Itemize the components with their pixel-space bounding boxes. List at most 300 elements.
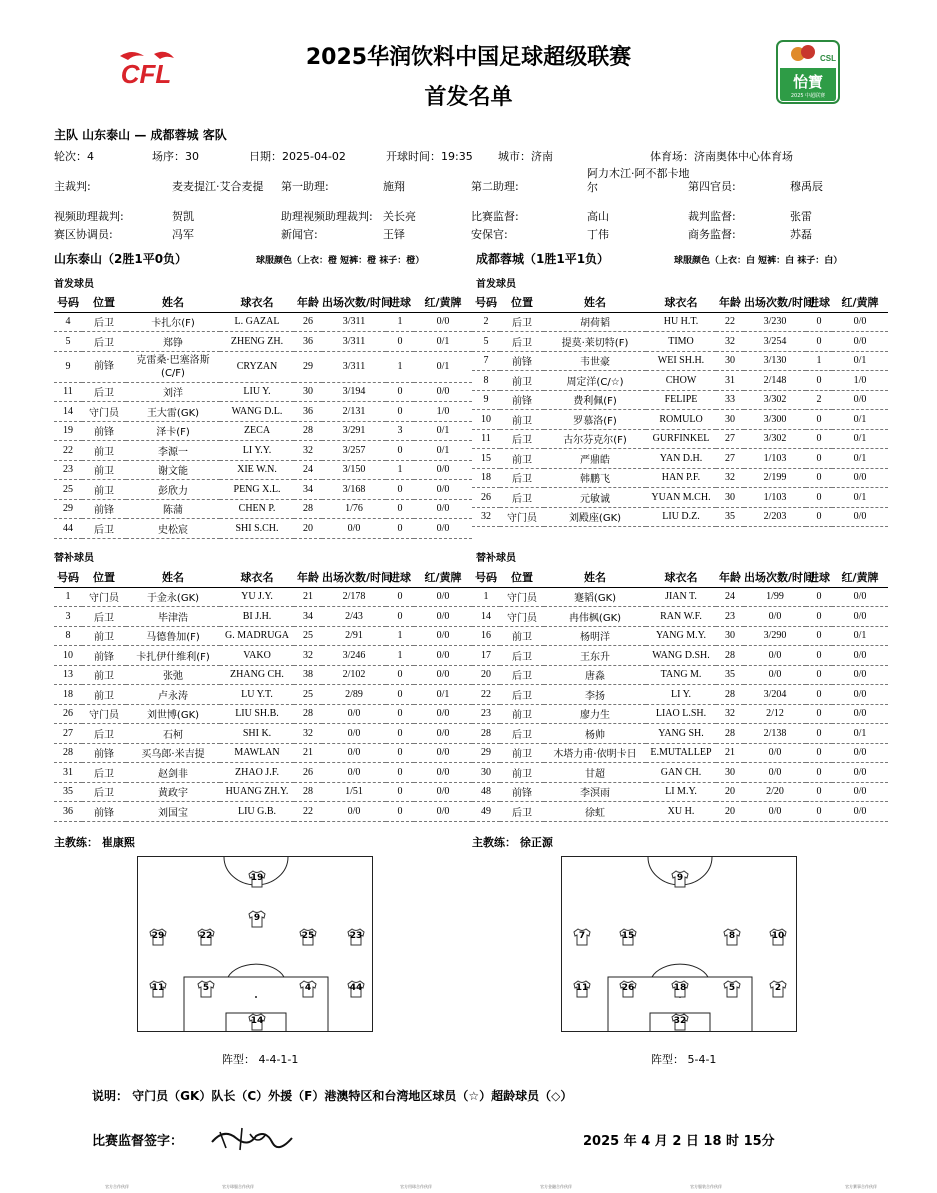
player-position: 前锋 (500, 782, 544, 802)
player-number: 28 (54, 743, 82, 763)
player-shirt-name: XIE W.N. (220, 460, 294, 480)
column-header: 出场次数/时间 (744, 568, 806, 587)
player-age: 36 (294, 402, 322, 422)
player-cards: 0/1 (832, 724, 888, 744)
player-row (472, 312, 888, 332)
player-age: 34 (294, 607, 322, 627)
player-number: 19 (54, 421, 82, 441)
player-number: 28 (472, 724, 500, 744)
player-position: 后卫 (82, 607, 126, 627)
player-position: 后卫 (500, 312, 544, 332)
player-row (472, 743, 888, 763)
shirt-number: 8 (728, 931, 736, 941)
player-name: 石柯 (126, 724, 220, 744)
player-shirt-name: LIU Y. (220, 382, 294, 402)
player-cards: 0/0 (414, 382, 472, 402)
official-label: 第四官员: (688, 180, 736, 193)
player-shirt-icon (572, 927, 592, 947)
player-goals: 0 (806, 802, 832, 822)
player-name: 郑铮 (126, 332, 220, 352)
player-age: 35 (716, 665, 744, 685)
column-header: 号码 (472, 568, 500, 587)
city: 城市：济南 (498, 150, 553, 163)
player-shirt-name: ZHENG ZH. (220, 332, 294, 352)
player-appearances: 2/138 (744, 724, 806, 744)
player-shirt-icon (148, 927, 168, 947)
player-age: 25 (294, 685, 322, 705)
player-row (472, 468, 888, 488)
player-name: 廖力生 (544, 704, 646, 724)
player-number: 20 (472, 665, 500, 685)
player-goals: 0 (806, 646, 832, 666)
player-position: 前卫 (82, 665, 126, 685)
player-number: 31 (54, 763, 82, 783)
player-goals: 0 (806, 468, 832, 488)
page-header (0, 30, 937, 120)
column-header: 进球 (386, 293, 414, 312)
player-row (54, 499, 472, 519)
player-name: 刘洋 (126, 382, 220, 402)
player-age: 32 (294, 441, 322, 461)
player-cards: 0/0 (414, 782, 472, 802)
player-cards: 0/1 (414, 441, 472, 461)
player-number: 29 (54, 499, 82, 519)
player-number: 32 (472, 507, 500, 527)
player-cards: 0/1 (414, 421, 472, 441)
player-age: 21 (294, 587, 322, 607)
shirt-number: 15 (621, 931, 635, 941)
player-goals: 0 (386, 332, 414, 352)
player-age: 33 (716, 390, 744, 410)
player-age: 35 (716, 507, 744, 527)
player-goals: 0 (386, 480, 414, 500)
player-appearances: 3/194 (322, 382, 386, 402)
player-goals: 0 (386, 704, 414, 724)
player-cards: 0/0 (832, 704, 888, 724)
player-shirt-icon (247, 1012, 267, 1032)
player-age: 21 (716, 743, 744, 763)
home-formation: 阵型： 4-4-1-1 (222, 1053, 299, 1066)
player-name: 蹇韬(GK) (544, 587, 646, 607)
player-position: 前卫 (500, 371, 544, 391)
player-appearances: 3/300 (744, 410, 806, 430)
player-number: 23 (472, 704, 500, 724)
player-name: 李扬 (544, 685, 646, 705)
player-shirt-name: HUANG ZH.Y. (220, 782, 294, 802)
player-age: 24 (294, 460, 322, 480)
table-header-row (54, 568, 472, 587)
cfl-logo-text: CFL (120, 59, 172, 89)
player-name: 克雷桑·巴塞洛斯(C/F) (126, 351, 220, 382)
player-row (472, 332, 888, 352)
player-row (54, 626, 472, 646)
player-shirt-icon (768, 979, 788, 999)
home-starters-label: 首发球员 (54, 279, 94, 290)
player-number: 9 (472, 390, 500, 410)
player-shirt-name: GAN CH. (646, 763, 716, 783)
player-age: 30 (716, 763, 744, 783)
player-name: 张弛 (126, 665, 220, 685)
player-cards: 0/1 (832, 488, 888, 508)
column-header: 红/黄牌 (832, 568, 888, 587)
player-age: 30 (294, 382, 322, 402)
player-cards: 0/1 (832, 351, 888, 371)
shirt-number: 19 (250, 873, 264, 883)
player-position: 前卫 (500, 449, 544, 469)
player-shirt-name: LIU SH.B. (220, 704, 294, 724)
player-appearances: 1/76 (322, 499, 386, 519)
player-cards: 0/0 (414, 480, 472, 500)
match-supervisor-signature (206, 1120, 296, 1154)
player-position: 前锋 (82, 421, 126, 441)
player-name: 赵剑非 (126, 763, 220, 783)
player-number: 9 (54, 351, 82, 382)
player-number: 35 (54, 782, 82, 802)
player-goals: 0 (806, 743, 832, 763)
player-name: 冉伟枫(GK) (544, 607, 646, 627)
player-appearances: 0/0 (322, 763, 386, 783)
player-row (54, 704, 472, 724)
official-label: 主裁判: (54, 180, 91, 193)
player-cards: 0/0 (414, 607, 472, 627)
player-cards: 0/0 (414, 802, 472, 822)
match-number: 场序：30 (152, 150, 199, 163)
player-age: 30 (716, 351, 744, 371)
shirt-number: 10 (771, 931, 785, 941)
player-shirt-name: WEI SH.H. (646, 351, 716, 371)
player-shirt-icon (722, 927, 742, 947)
player-row (54, 646, 472, 666)
player-name: 王大雷(GK) (126, 402, 220, 422)
player-name: 杨明洋 (544, 626, 646, 646)
player-name: 提莫·莱切特(F) (544, 332, 646, 352)
player-number: 29 (472, 743, 500, 763)
player-row (472, 763, 888, 783)
player-shirt-name: ZHAO J.F. (220, 763, 294, 783)
column-header: 出场次数/时间 (322, 568, 386, 587)
player-position: 后卫 (500, 488, 544, 508)
player-appearances: 3/130 (744, 351, 806, 371)
player-row (472, 429, 888, 449)
player-row (54, 763, 472, 783)
player-shirt-name: WANG D.L. (220, 402, 294, 422)
player-row (472, 507, 888, 527)
player-goals: 0 (806, 704, 832, 724)
player-position: 守门员 (500, 587, 544, 607)
shirt-number: 5 (728, 983, 736, 993)
player-goals: 1 (806, 351, 832, 371)
player-appearances: 0/0 (744, 665, 806, 685)
player-cards: 1/0 (414, 402, 472, 422)
player-shirt-name: YU J.Y. (220, 587, 294, 607)
player-appearances: 0/0 (322, 704, 386, 724)
player-name: 刘殿座(GK) (544, 507, 646, 527)
player-age: 27 (716, 449, 744, 469)
player-row (54, 421, 472, 441)
player-shirt-name: TIMO (646, 332, 716, 352)
player-position: 前卫 (82, 441, 126, 461)
player-position: 后卫 (500, 646, 544, 666)
away-formation-pitch (561, 856, 797, 1032)
player-goals: 0 (806, 371, 832, 391)
player-name: 毕津浩 (126, 607, 220, 627)
player-cards: 0/0 (832, 587, 888, 607)
player-cards: 0/0 (414, 499, 472, 519)
player-number: 26 (472, 488, 500, 508)
sponsor-footer (0, 1182, 937, 1193)
player-name: 刘世博(GK) (126, 704, 220, 724)
player-shirt-name: ZHANG CH. (220, 665, 294, 685)
player-shirt-name: CHOW (646, 371, 716, 391)
player-appearances: 3/291 (322, 421, 386, 441)
player-name: 韦世豪 (544, 351, 646, 371)
player-number: 27 (54, 724, 82, 744)
player-cards: 0/0 (414, 743, 472, 763)
player-position: 守门员 (82, 587, 126, 607)
player-shirt-name: YUAN M.CH. (646, 488, 716, 508)
player-shirt-name: HU H.T. (646, 312, 716, 332)
shirt-number: 9 (253, 913, 261, 923)
player-name: 元敏诚 (544, 488, 646, 508)
legend: 说明： 守门员（GK）队长（C）外援（F）港澳特区和台湾地区球员（☆）超龄球员（◇） (92, 1089, 573, 1103)
player-age: 32 (294, 646, 322, 666)
player-name: 杨帅 (544, 724, 646, 744)
official-label: 助理视频助理裁判: (281, 210, 373, 223)
match-date: 日期：2025-04-02 (249, 150, 346, 163)
player-row (54, 587, 472, 607)
column-header: 出场次数/时间 (744, 293, 806, 312)
player-shirt-name: L. GAZAL (220, 312, 294, 332)
home-team-title: 山东泰山（2胜1平0负） (54, 252, 188, 266)
player-number: 44 (54, 519, 82, 539)
official-name: 关长亮 (383, 210, 416, 223)
player-row (54, 802, 472, 822)
home-coach: 主教练： 崔康熙 (54, 836, 135, 849)
player-age: 21 (294, 743, 322, 763)
player-appearances: 1/99 (744, 587, 806, 607)
player-age: 24 (716, 587, 744, 607)
player-row (54, 685, 472, 705)
player-row (54, 480, 472, 500)
player-number: 7 (472, 351, 500, 371)
player-appearances: 2/91 (322, 626, 386, 646)
player-number: 11 (472, 429, 500, 449)
player-position: 后卫 (82, 382, 126, 402)
player-row (472, 410, 888, 430)
player-name: 费利佩(F) (544, 390, 646, 410)
player-shirt-icon (298, 927, 318, 947)
player-shirt-name: LI Y. (646, 685, 716, 705)
sponsor-label: 官方赛事合作伙伴 (845, 1184, 877, 1189)
player-appearances: 2/178 (322, 587, 386, 607)
player-shirt-icon (247, 869, 267, 889)
away-formation: 阵型： 5-4-1 (651, 1053, 717, 1066)
player-shirt-name: PENG X.L. (220, 480, 294, 500)
player-cards: 0/0 (414, 312, 472, 332)
shirt-number: 11 (151, 983, 165, 993)
column-header: 年龄 (716, 293, 744, 312)
player-age: 28 (716, 685, 744, 705)
player-row (472, 665, 888, 685)
player-age: 36 (294, 332, 322, 352)
shirt-number: 32 (673, 1016, 687, 1026)
player-row (54, 460, 472, 480)
player-goals: 1 (386, 626, 414, 646)
player-age: 23 (716, 607, 744, 627)
official-name: 丁伟 (587, 228, 609, 241)
player-position: 前锋 (500, 351, 544, 371)
player-name: 唐淼 (544, 665, 646, 685)
player-number: 14 (472, 607, 500, 627)
signature-label: 比赛监督签字： (92, 1134, 184, 1149)
player-cards: 0/1 (414, 685, 472, 705)
player-number: 11 (54, 382, 82, 402)
player-position: 前卫 (500, 763, 544, 783)
page-subtitle: 首发名单 (424, 85, 513, 110)
shirt-number: 26 (621, 983, 635, 993)
column-header: 号码 (472, 293, 500, 312)
player-cards: 0/1 (414, 351, 472, 382)
column-header: 球衣名 (646, 568, 716, 587)
player-position: 守门员 (500, 607, 544, 627)
player-cards: 0/1 (832, 410, 888, 430)
official-name: 穆禹辰 (790, 180, 823, 193)
player-number: 18 (54, 685, 82, 705)
player-number: 48 (472, 782, 500, 802)
player-cards: 0/0 (832, 665, 888, 685)
player-position: 前卫 (500, 410, 544, 430)
player-cards: 0/1 (832, 626, 888, 646)
player-position: 后卫 (500, 802, 544, 822)
home-starters-table (54, 293, 472, 539)
player-position: 后卫 (82, 332, 126, 352)
player-position: 前锋 (82, 499, 126, 519)
player-cards: 0/0 (414, 587, 472, 607)
shirt-number: 29 (151, 931, 165, 941)
round: 轮次：4 (54, 150, 94, 163)
official-label: 裁判监督: (688, 210, 736, 223)
player-appearances: 3/311 (322, 351, 386, 382)
player-goals: 0 (806, 332, 832, 352)
player-age: 25 (294, 626, 322, 646)
player-name: 于金永(GK) (126, 587, 220, 607)
player-age: 20 (716, 802, 744, 822)
player-number: 10 (54, 646, 82, 666)
player-name: 甘超 (544, 763, 646, 783)
player-position: 前锋 (82, 351, 126, 382)
player-row (472, 488, 888, 508)
player-name: 马德鲁加(F) (126, 626, 220, 646)
player-shirt-name: ZECA (220, 421, 294, 441)
player-position: 后卫 (82, 519, 126, 539)
player-goals: 0 (386, 685, 414, 705)
player-shirt-name: HAN P.F. (646, 468, 716, 488)
player-goals: 3 (386, 421, 414, 441)
player-name: 严鼎皓 (544, 449, 646, 469)
player-cards: 0/0 (414, 626, 472, 646)
player-shirt-name: GURFINKEL (646, 429, 716, 449)
column-header: 年龄 (294, 293, 322, 312)
player-shirt-icon (618, 927, 638, 947)
column-header: 球衣名 (220, 568, 294, 587)
player-number: 36 (54, 802, 82, 822)
player-appearances: 2/20 (744, 782, 806, 802)
official-name: 苏磊 (790, 228, 812, 241)
player-appearances: 3/204 (744, 685, 806, 705)
player-row (54, 402, 472, 422)
player-row (54, 332, 472, 352)
player-goals: 0 (386, 441, 414, 461)
player-row (472, 351, 888, 371)
player-goals: 0 (386, 607, 414, 627)
player-cards: 0/0 (832, 390, 888, 410)
player-age: 26 (294, 312, 322, 332)
shirt-number: 4 (304, 983, 312, 993)
player-goals: 0 (806, 607, 832, 627)
player-row (54, 782, 472, 802)
player-position: 后卫 (500, 429, 544, 449)
column-header: 姓名 (126, 293, 220, 312)
player-number: 49 (472, 802, 500, 822)
column-header: 年龄 (294, 568, 322, 587)
player-cards: 0/1 (832, 429, 888, 449)
player-goals: 0 (806, 782, 832, 802)
player-shirt-name: YANG M.Y. (646, 626, 716, 646)
player-row (472, 646, 888, 666)
player-age: 30 (716, 626, 744, 646)
player-row (472, 626, 888, 646)
official-label: 比赛监督: (471, 210, 519, 223)
player-age: 30 (716, 410, 744, 430)
player-appearances: 0/0 (744, 743, 806, 763)
player-name: 周定洋(C/☆) (544, 371, 646, 391)
official-name: 冯军 (172, 228, 194, 241)
player-number: 2 (472, 312, 500, 332)
away-coach: 主教练： 徐正源 (472, 836, 553, 849)
player-age: 34 (294, 480, 322, 500)
player-age: 22 (294, 802, 322, 822)
player-age: 26 (294, 763, 322, 783)
player-shirt-name: LIAO L.SH. (646, 704, 716, 724)
player-shirt-name: LU Y.T. (220, 685, 294, 705)
player-number: 8 (54, 626, 82, 646)
away-subs-table (472, 568, 888, 822)
player-position: 守门员 (82, 704, 126, 724)
shirt-number: 23 (349, 931, 363, 941)
player-cards: 0/0 (414, 519, 472, 539)
player-name: 韩鹏飞 (544, 468, 646, 488)
column-header: 号码 (54, 293, 82, 312)
player-age: 28 (294, 499, 322, 519)
player-number: 5 (472, 332, 500, 352)
player-name: 黄政宇 (126, 782, 220, 802)
player-appearances: 2/12 (744, 704, 806, 724)
player-shirt-name: SHI S.CH. (220, 519, 294, 539)
player-age: 32 (716, 332, 744, 352)
player-goals: 0 (386, 802, 414, 822)
player-shirt-icon (196, 979, 216, 999)
player-row (472, 685, 888, 705)
official-label: 第二助理: (471, 180, 519, 193)
player-appearances: 3/302 (744, 390, 806, 410)
player-appearances: 0/0 (322, 519, 386, 539)
player-goals: 0 (386, 587, 414, 607)
shirt-number: 2 (774, 983, 782, 993)
player-age: 28 (716, 724, 744, 744)
player-appearances: 3/230 (744, 312, 806, 332)
player-shirt-name: LIU G.B. (220, 802, 294, 822)
player-cards: 0/1 (832, 449, 888, 469)
